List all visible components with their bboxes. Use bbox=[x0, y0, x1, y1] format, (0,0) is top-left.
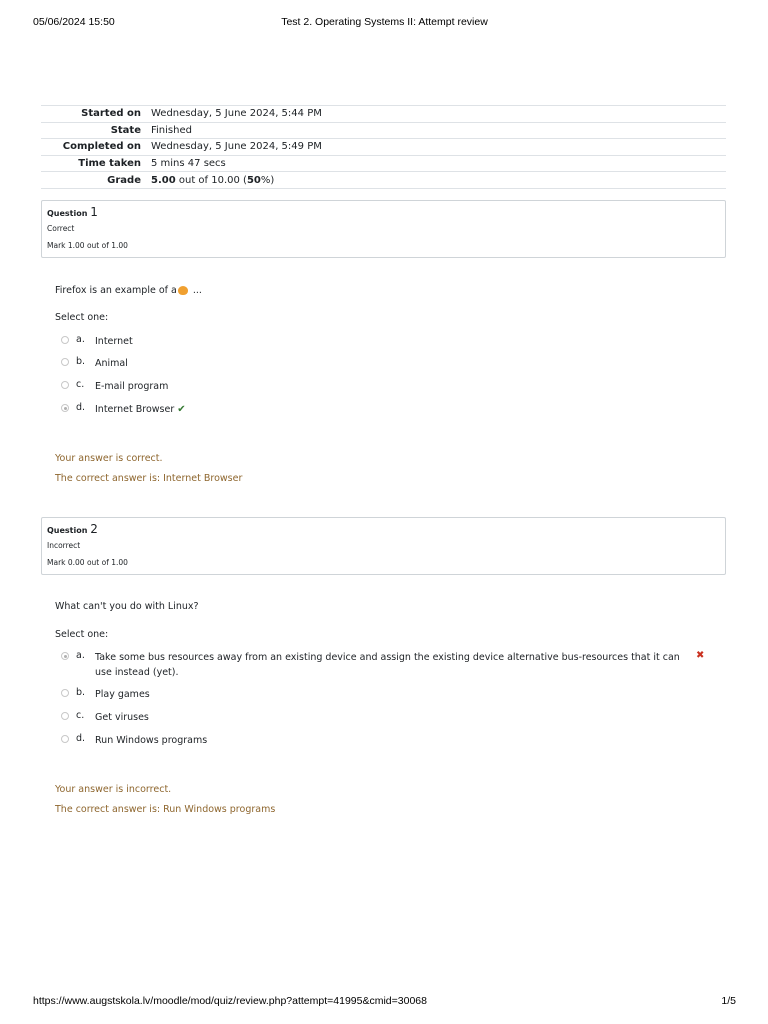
option-letter: b. bbox=[76, 356, 86, 367]
question-2-prompt: Select one: bbox=[55, 629, 109, 640]
question-state: Incorrect bbox=[47, 541, 81, 550]
option-letter: d. bbox=[76, 402, 86, 413]
question-2-right-answer: The correct answer is: Run Windows programs bbox=[55, 804, 276, 815]
question-1-feedback: Your answer is correct. bbox=[55, 453, 163, 464]
summary-row-started bbox=[41, 106, 726, 123]
radio-button-selected[interactable] bbox=[61, 404, 69, 412]
option-text: Take some bus resources away from an existing device and assign the existing device alternative bus-resources that it can use instead (yet). bbox=[95, 652, 680, 678]
radio-button[interactable] bbox=[61, 358, 69, 366]
print-page-number: 1/5 bbox=[721, 995, 736, 1007]
print-header bbox=[33, 16, 736, 30]
lightbulb-icon bbox=[178, 286, 188, 295]
option-text: Get viruses bbox=[95, 712, 149, 723]
radio-button[interactable] bbox=[61, 689, 69, 697]
option-text: Run Windows programs bbox=[95, 735, 208, 746]
check-icon: ✔ bbox=[177, 404, 186, 415]
summary-label: Started on bbox=[81, 108, 141, 120]
question-state: Correct bbox=[47, 224, 75, 233]
grade-score: 5.00 bbox=[151, 174, 176, 186]
summary-label: Completed on bbox=[62, 141, 141, 153]
question-num: 2 bbox=[90, 522, 98, 536]
option-text: Animal bbox=[95, 358, 128, 369]
question-1-text bbox=[55, 285, 202, 296]
summary-row-grade bbox=[41, 172, 726, 189]
radio-button[interactable] bbox=[61, 712, 69, 720]
attempt-summary-table bbox=[41, 105, 726, 189]
question-num: 1 bbox=[90, 205, 98, 219]
option-letter: a. bbox=[76, 650, 85, 661]
grade-mid: out of 10.00 ( bbox=[175, 174, 247, 186]
summary-value: Finished bbox=[151, 124, 192, 136]
question-1-prompt: Select one: bbox=[55, 312, 109, 323]
radio-button[interactable] bbox=[61, 381, 69, 389]
question-label: Question bbox=[47, 526, 88, 535]
radio-button[interactable] bbox=[61, 735, 69, 743]
radio-button[interactable] bbox=[61, 336, 69, 344]
summary-value: Wednesday, 5 June 2024, 5:49 PM bbox=[151, 141, 322, 153]
option-letter: c. bbox=[76, 379, 85, 390]
question-text-suffix: ... bbox=[192, 285, 202, 296]
print-title: Test 2. Operating Systems II: Attempt review bbox=[281, 16, 488, 28]
question-2-text: What can't you do with Linux? bbox=[55, 601, 199, 612]
summary-label: Grade bbox=[107, 174, 141, 186]
question-2-feedback: Your answer is incorrect. bbox=[55, 784, 172, 795]
radio-button-selected[interactable] bbox=[61, 652, 69, 660]
question-label: Question bbox=[47, 209, 88, 218]
question-2-info bbox=[41, 517, 726, 575]
option-text: Play games bbox=[95, 689, 150, 700]
option-text: Internet Browser bbox=[95, 404, 175, 415]
grade-percent: 50 bbox=[246, 174, 261, 186]
option-letter: b. bbox=[76, 687, 86, 698]
summary-value: 5 mins 47 secs bbox=[151, 158, 226, 170]
summary-row-completed bbox=[41, 139, 726, 156]
question-1-right-answer: The correct answer is: Internet Browser bbox=[55, 473, 243, 484]
option-letter: c. bbox=[76, 710, 85, 721]
summary-label: State bbox=[110, 124, 141, 136]
print-footer bbox=[33, 995, 736, 1009]
option-text: Internet bbox=[95, 336, 133, 347]
print-url: https://www.augstskola.lv/moodle/mod/quiz/review.php?attempt=41995&cmid=30068 bbox=[33, 995, 427, 1007]
summary-label: Time taken bbox=[78, 158, 141, 170]
option-text-wrap bbox=[95, 402, 685, 417]
option-text: E-mail program bbox=[95, 381, 169, 392]
question-mark: Mark 1.00 out of 1.00 bbox=[47, 241, 128, 250]
grade-value bbox=[151, 172, 726, 189]
cross-icon: ✖ bbox=[696, 650, 705, 661]
question-mark: Mark 0.00 out of 1.00 bbox=[47, 558, 128, 567]
grade-end: %) bbox=[260, 174, 275, 186]
print-datetime: 05/06/2024 15:50 bbox=[33, 16, 115, 28]
option-letter: d. bbox=[76, 733, 86, 744]
option-letter: a. bbox=[76, 334, 85, 345]
question-text: Firefox is an example of a bbox=[55, 285, 177, 296]
question-number bbox=[47, 205, 98, 219]
question-number bbox=[47, 522, 98, 536]
question-1-info bbox=[41, 200, 726, 258]
summary-row-time-taken bbox=[41, 155, 726, 172]
summary-value: Wednesday, 5 June 2024, 5:44 PM bbox=[151, 108, 322, 120]
summary-row-state bbox=[41, 122, 726, 139]
